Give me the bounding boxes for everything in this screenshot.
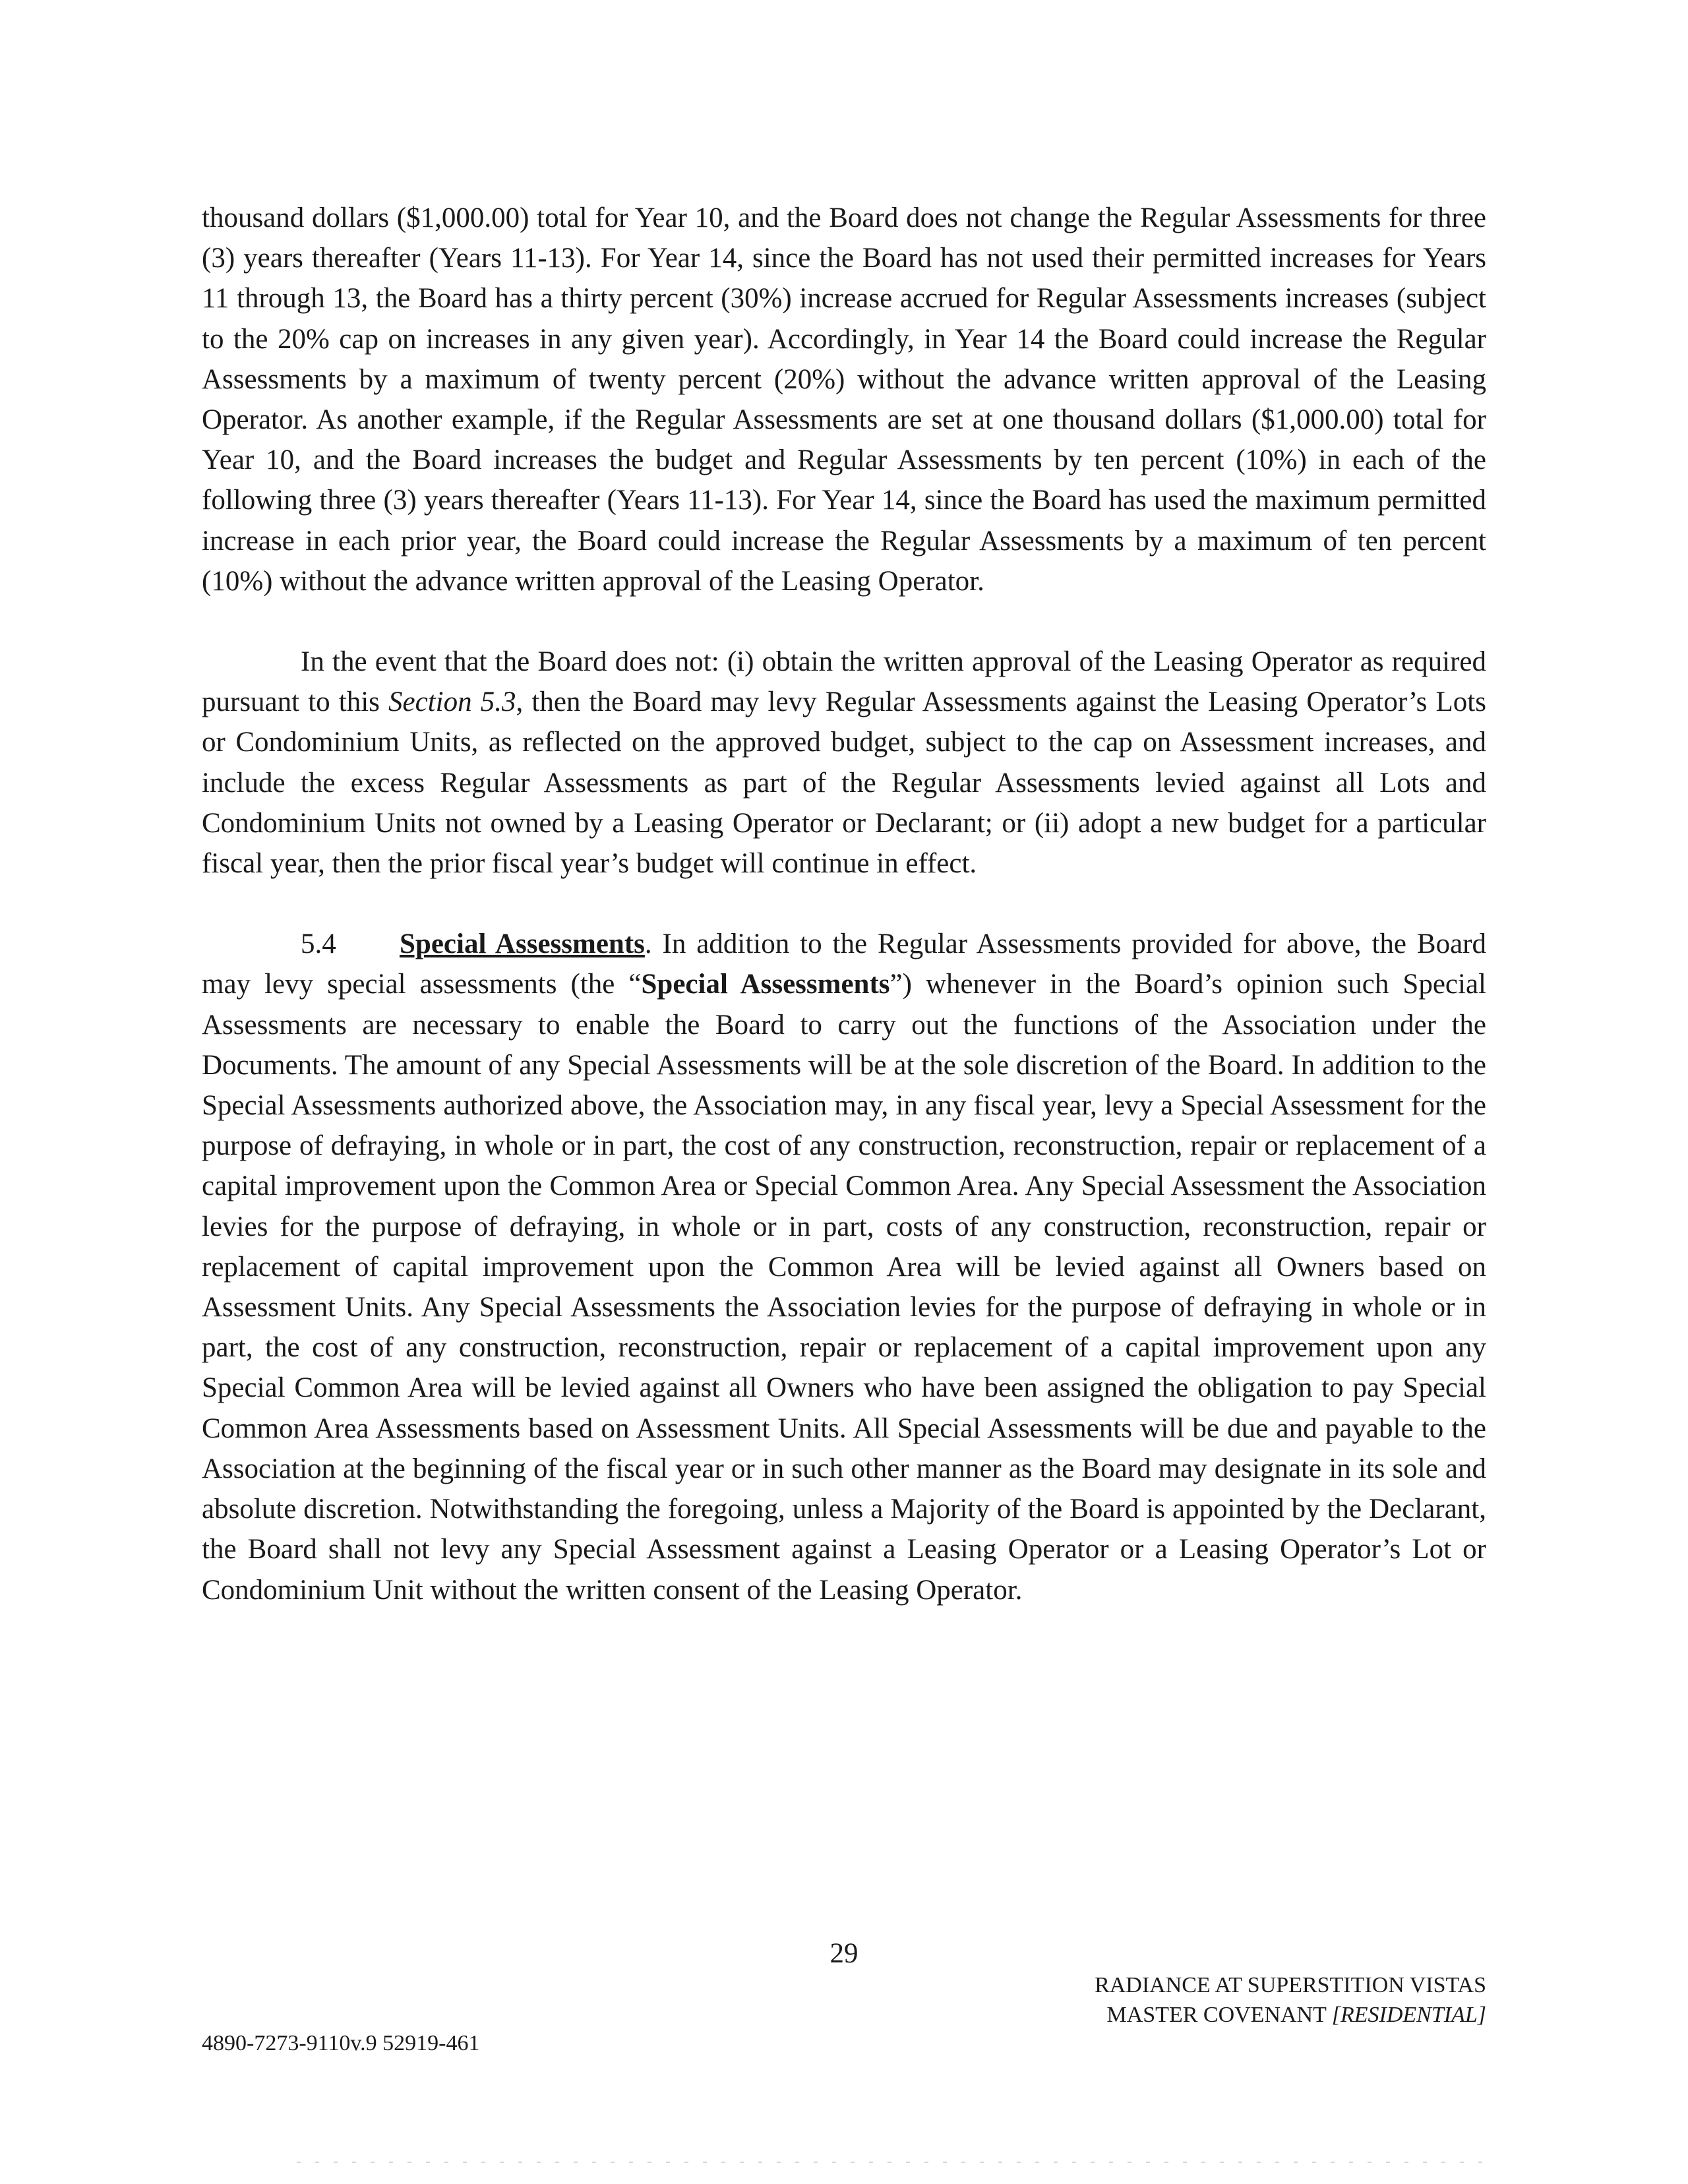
section-reference: Section 5.3 [388,686,516,718]
footer-title-text: MASTER COVENANT [1106,2003,1332,2027]
paragraph-text: In the event that the Board does not: (i) obtain the written approval of the Leasing Operator as required pursuant to this [202,646,1486,718]
paragraph-continuation: thousand dollars ($1,000.00) total for Year 10, and the Board does not change the Regular Assessments for three (3) years thereafter (Years 11-13). For Year 14, since the Board has not used their permitted increases for Years 11 through 13, the Board has a thirty percent (30%) increase accrued for Regular Assessments increases (subject to the 20% cap on increases in any given year). Accordingly, in Year 14 the Board could increase the Regular Assessments by a maximum of twenty percent (20%) without the advance written approval of the Leasing Operator. As another example, if the Regular Assessments are set at one thousand dollars ($1,000.00) total for Year 10, and the Board increases the budget and Regular Assessments by ten percent (10%) in each of the following three (3) years thereafter (Years 11-13). For Year 14, since the Board has used the maximum permitted increase in each prior year, the Board could increase the Regular Assessments by a maximum of ten percent (10%) without the advance written approval of the Leasing Operator. [202,202,1486,597]
paragraph-text: . In addition to the Regular Assessments provided for above, the Board may levy special assessments (the “ [202,928,1486,1000]
document-title-footer [1095,1970,1486,2030]
document-id: 4890-7273-9110v.9 52919-461 [202,2031,480,2055]
defined-term: Special Assessments [641,969,890,1000]
footer-title-line-1: RADIANCE AT SUPERSTITION VISTAS [1095,1973,1486,1997]
paragraph-text: , then the Board may levy Regular Assessments against the Leasing Operator’s Lots or Condominium Units, as reflected on the approved budget, subject to the cap on Assessment increases, and include the excess Regular Assessments as part of the Regular Assessments levied against all Lots and Condominium Units not owned by a Leasing Operator or Declarant; or (ii) adopt a new budget for a particular fiscal year, then the prior fiscal year’s budget will continue in effect. [202,686,1486,880]
page-number: 29 [829,1938,859,1969]
paragraph-event-board [202,642,1486,884]
section-5-4-paragraph [202,924,1486,1610]
paragraph-text: ”) whenever in the Board’s opinion such Special Assessments are necessary to enable the Board to carry out the functions of the Association under the Documents. The amount of any Special Assessments will be at the sole discretion of the Board. In addition to the Special Assessments authorized above, the Association may, in any fiscal year, levy a Special Assessment for the purpose of defraying, in whole or in part, the cost of any construction, reconstruction, repair or replacement of a capital improvement upon the Common Area or Special Common Area. Any Special Assessment the Association levies for the purpose of defraying, in whole or in part, costs of any construction, reconstruction, repair or replacement of capital improvement upon the Common Area will be levied against all Owners based on Assessment Units. Any Special Assessments the Association levies for the purpose of defraying in whole or in part, the cost of any construction, reconstruction, repair or replacement of a capital improvement upon any Special Common Area will be levied against all Owners who have been assigned the obligation to pay Special Common Area Assessments based on Assessment Units. All Special Assessments will be due and payable to the Association at the beginning of the fiscal year or in such other manner as the Board may designate in its sole and absolute discretion. Notwithstanding the foregoing, unless a Majority of the Board is appointed by the Declarant, the Board shall not levy any Special Assessment against a Leasing Operator or a Leasing Operator’s Lot or Condominium Unit without the written consent of the Leasing Operator. [202,969,1486,1606]
scan-artifact-line [297,2162,1484,2163]
footer-title-italic: [RESIDENTIAL] [1331,2003,1486,2027]
footer-title-line-2 [1095,2000,1486,2030]
document-body [202,198,1486,1610]
section-heading: Special Assessments [400,928,645,960]
section-number: 5.4 [301,928,336,960]
